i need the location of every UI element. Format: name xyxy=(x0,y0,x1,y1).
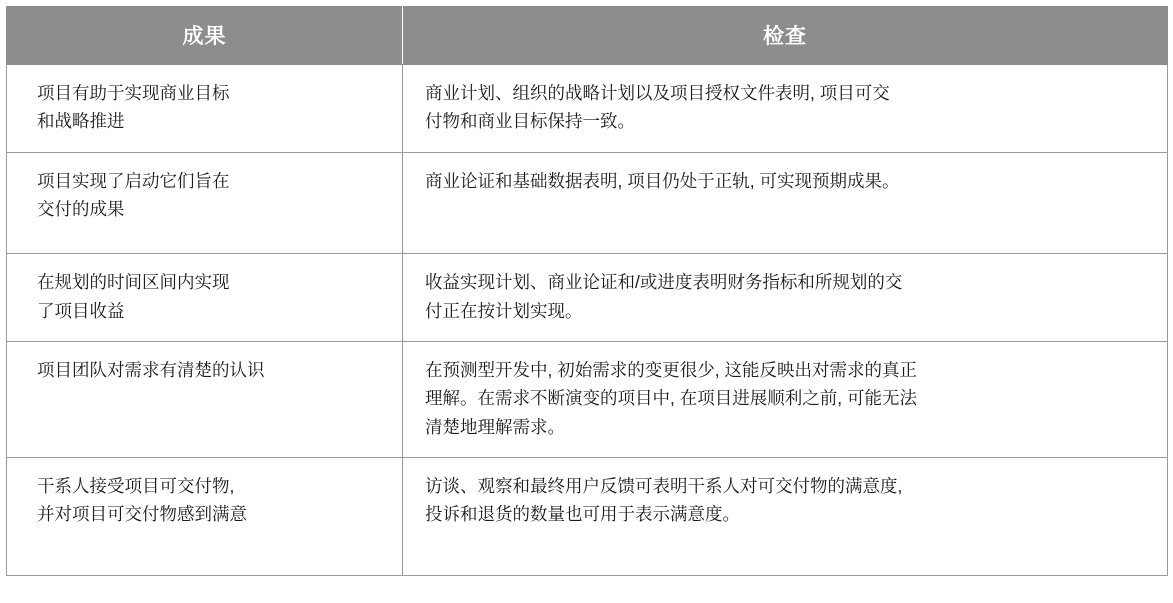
outcome-line: 项目有助于实现商业目标 xyxy=(37,83,230,103)
check-line: 清楚地理解需求。 xyxy=(425,416,565,437)
table-body xyxy=(7,65,1168,576)
table-row xyxy=(7,254,1168,342)
outcome-line: 干系人接受项目可交付物, xyxy=(37,476,235,497)
outcome-line: 在规划的时间区间内实现 xyxy=(37,272,230,293)
check-line: 收益实现计划、商业论证和/或进度表明财务指标和所规划的交 xyxy=(425,272,903,293)
column-header-outcome: 成果 xyxy=(7,7,403,65)
check-line: 商业计划、组织的战略计划以及项目授权文件表明, 项目可交 xyxy=(425,83,890,103)
outcome-line: 项目团队对需求有清楚的认识 xyxy=(37,360,265,381)
outcome-line: 了项目收益 xyxy=(37,300,125,321)
cell-outcome xyxy=(7,152,403,254)
check-line: 商业论证和基础数据表明, 项目仍处于正轨, 可实现预期成果。 xyxy=(425,170,900,191)
outcomes-check-table xyxy=(6,6,1168,576)
cell-check xyxy=(403,65,1168,153)
header-row xyxy=(7,7,1168,65)
cell-outcome xyxy=(7,65,403,153)
check-line: 在预测型开发中, 初始需求的变更很少, 这能反映出对需求的真正 xyxy=(425,360,917,381)
outcome-line: 并对项目可交付物感到满意 xyxy=(37,504,247,525)
check-line: 付正在按计划实现。 xyxy=(425,300,583,321)
cell-check xyxy=(403,152,1168,254)
outcome-line: 交付的成果 xyxy=(37,199,125,220)
check-line: 付物和商业目标保持一致。 xyxy=(425,111,635,132)
table-row xyxy=(7,342,1168,458)
check-line: 理解。在需求不断演变的项目中, 在项目进展顺利之前, 可能无法 xyxy=(425,388,917,409)
cell-outcome xyxy=(7,342,403,458)
check-line: 投诉和退货的数量也可用于表示满意度。 xyxy=(425,504,740,525)
table-row xyxy=(7,65,1168,153)
cell-check xyxy=(403,342,1168,458)
cell-outcome xyxy=(7,458,403,576)
table-header xyxy=(7,7,1168,65)
cell-check xyxy=(403,458,1168,576)
cell-check xyxy=(403,254,1168,342)
check-line: 访谈、观察和最终用户反馈可表明干系人对可交付物的满意度, xyxy=(425,476,903,497)
table-row xyxy=(7,152,1168,254)
table-row xyxy=(7,458,1168,576)
cell-outcome xyxy=(7,254,403,342)
outcome-line: 和战略推进 xyxy=(37,111,125,132)
column-header-check: 检查 xyxy=(403,7,1168,65)
outcome-line: 项目实现了启动它们旨在 xyxy=(37,170,230,191)
